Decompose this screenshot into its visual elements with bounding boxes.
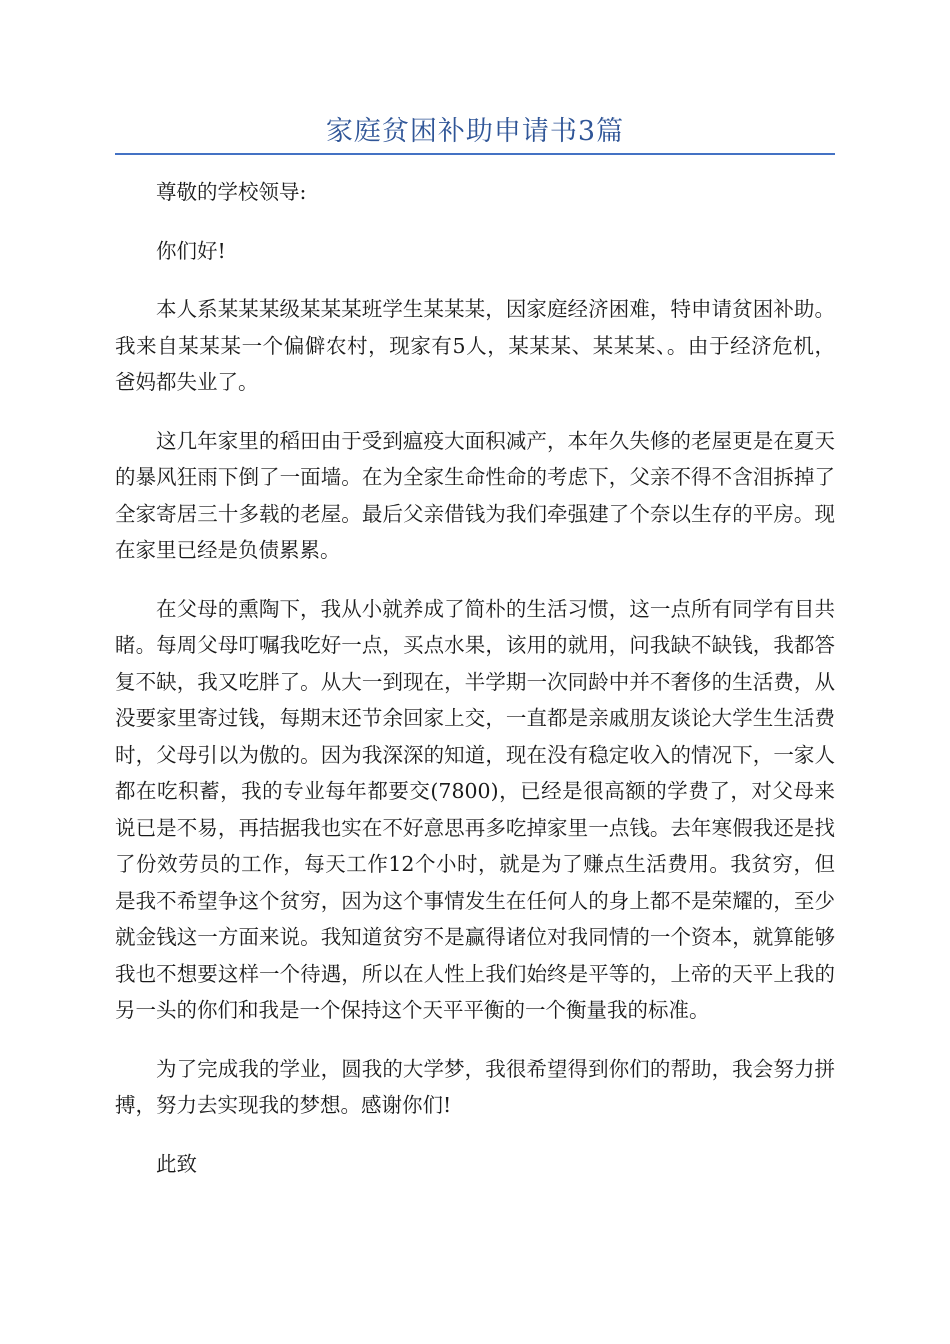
document-title: 家庭贫困补助申请书3篇 <box>325 116 625 147</box>
closing: 此致 <box>156 1151 197 1176</box>
paragraph-request: 为了完成我的学业，圆我的大学梦，我很希望得到你们的帮助，我会努力拼搏，努力去实现我的梦想。感谢你们! <box>115 1056 835 1117</box>
paragraph-personal-frugality: 在父母的熏陶下，我从小就养成了简朴的生活习惯，这一点所有同学有目共睹。每周父母叮嘱我吃好一点，买点水果，该用的就用，问我缺不缺钱，我都答复不缺，我又吃胖了。从大一到现在，半学期一次同龄中并不奢侈的生活费，从没要家里寄过钱，每期末还节余回家上交，一直都是亲戚朋友谈论大学生生活费时，父母引以为傲的。因为我深深的知道，现在没有稳定收入的情况下，一家人都在吃积蓄，我的专业每年都要交(7800)，已经是很高额的学费了，对父母来说已是不易，再拮据我也实在不好意思再多吃掉家里一点钱。去年寒假我还是找了份效劳员的工作，每天工作12个小时，就是为了赚点生活费用。我贫穷，但是我不希望争这个贫穷，因为这个事情发生在任何人的身上都不是荣耀的，至少就金钱这一方面来说。我知道贫穷不是赢得诸位对我同情的一个资本，就算能够我也不想要这样一个待遇，所以在人性上我们始终是平等的，上帝的天平上我的另一头的你们和我是一个保持这个天平平衡的一个衡量我的标准。 <box>115 596 835 1022</box>
title-underline <box>115 153 835 155</box>
paragraph-introduction: 本人系某某某级某某某班学生某某某，因家庭经济困难，特申请贫困补助。我来自某某某一个偏僻农村，现家有5人，某某某、某某某、。由于经济危机，爸妈都失业了。 <box>115 297 835 394</box>
greeting: 你们好! <box>156 238 226 263</box>
document-body <box>115 174 835 1204</box>
paragraph-family-situation: 这几年家里的稻田由于受到瘟疫大面积减产，本年久失修的老屋更是在夏天的暴风狂雨下倒了一面墙。在为全家生命性命的考虑下，父亲不得不含泪拆掉了全家寄居三十多载的老屋。最后父亲借钱为我们牵强建了个奈以生存的平房。现在家里已经是负债累累。 <box>115 428 835 562</box>
salutation: 尊敬的学校领导: <box>156 180 307 204</box>
